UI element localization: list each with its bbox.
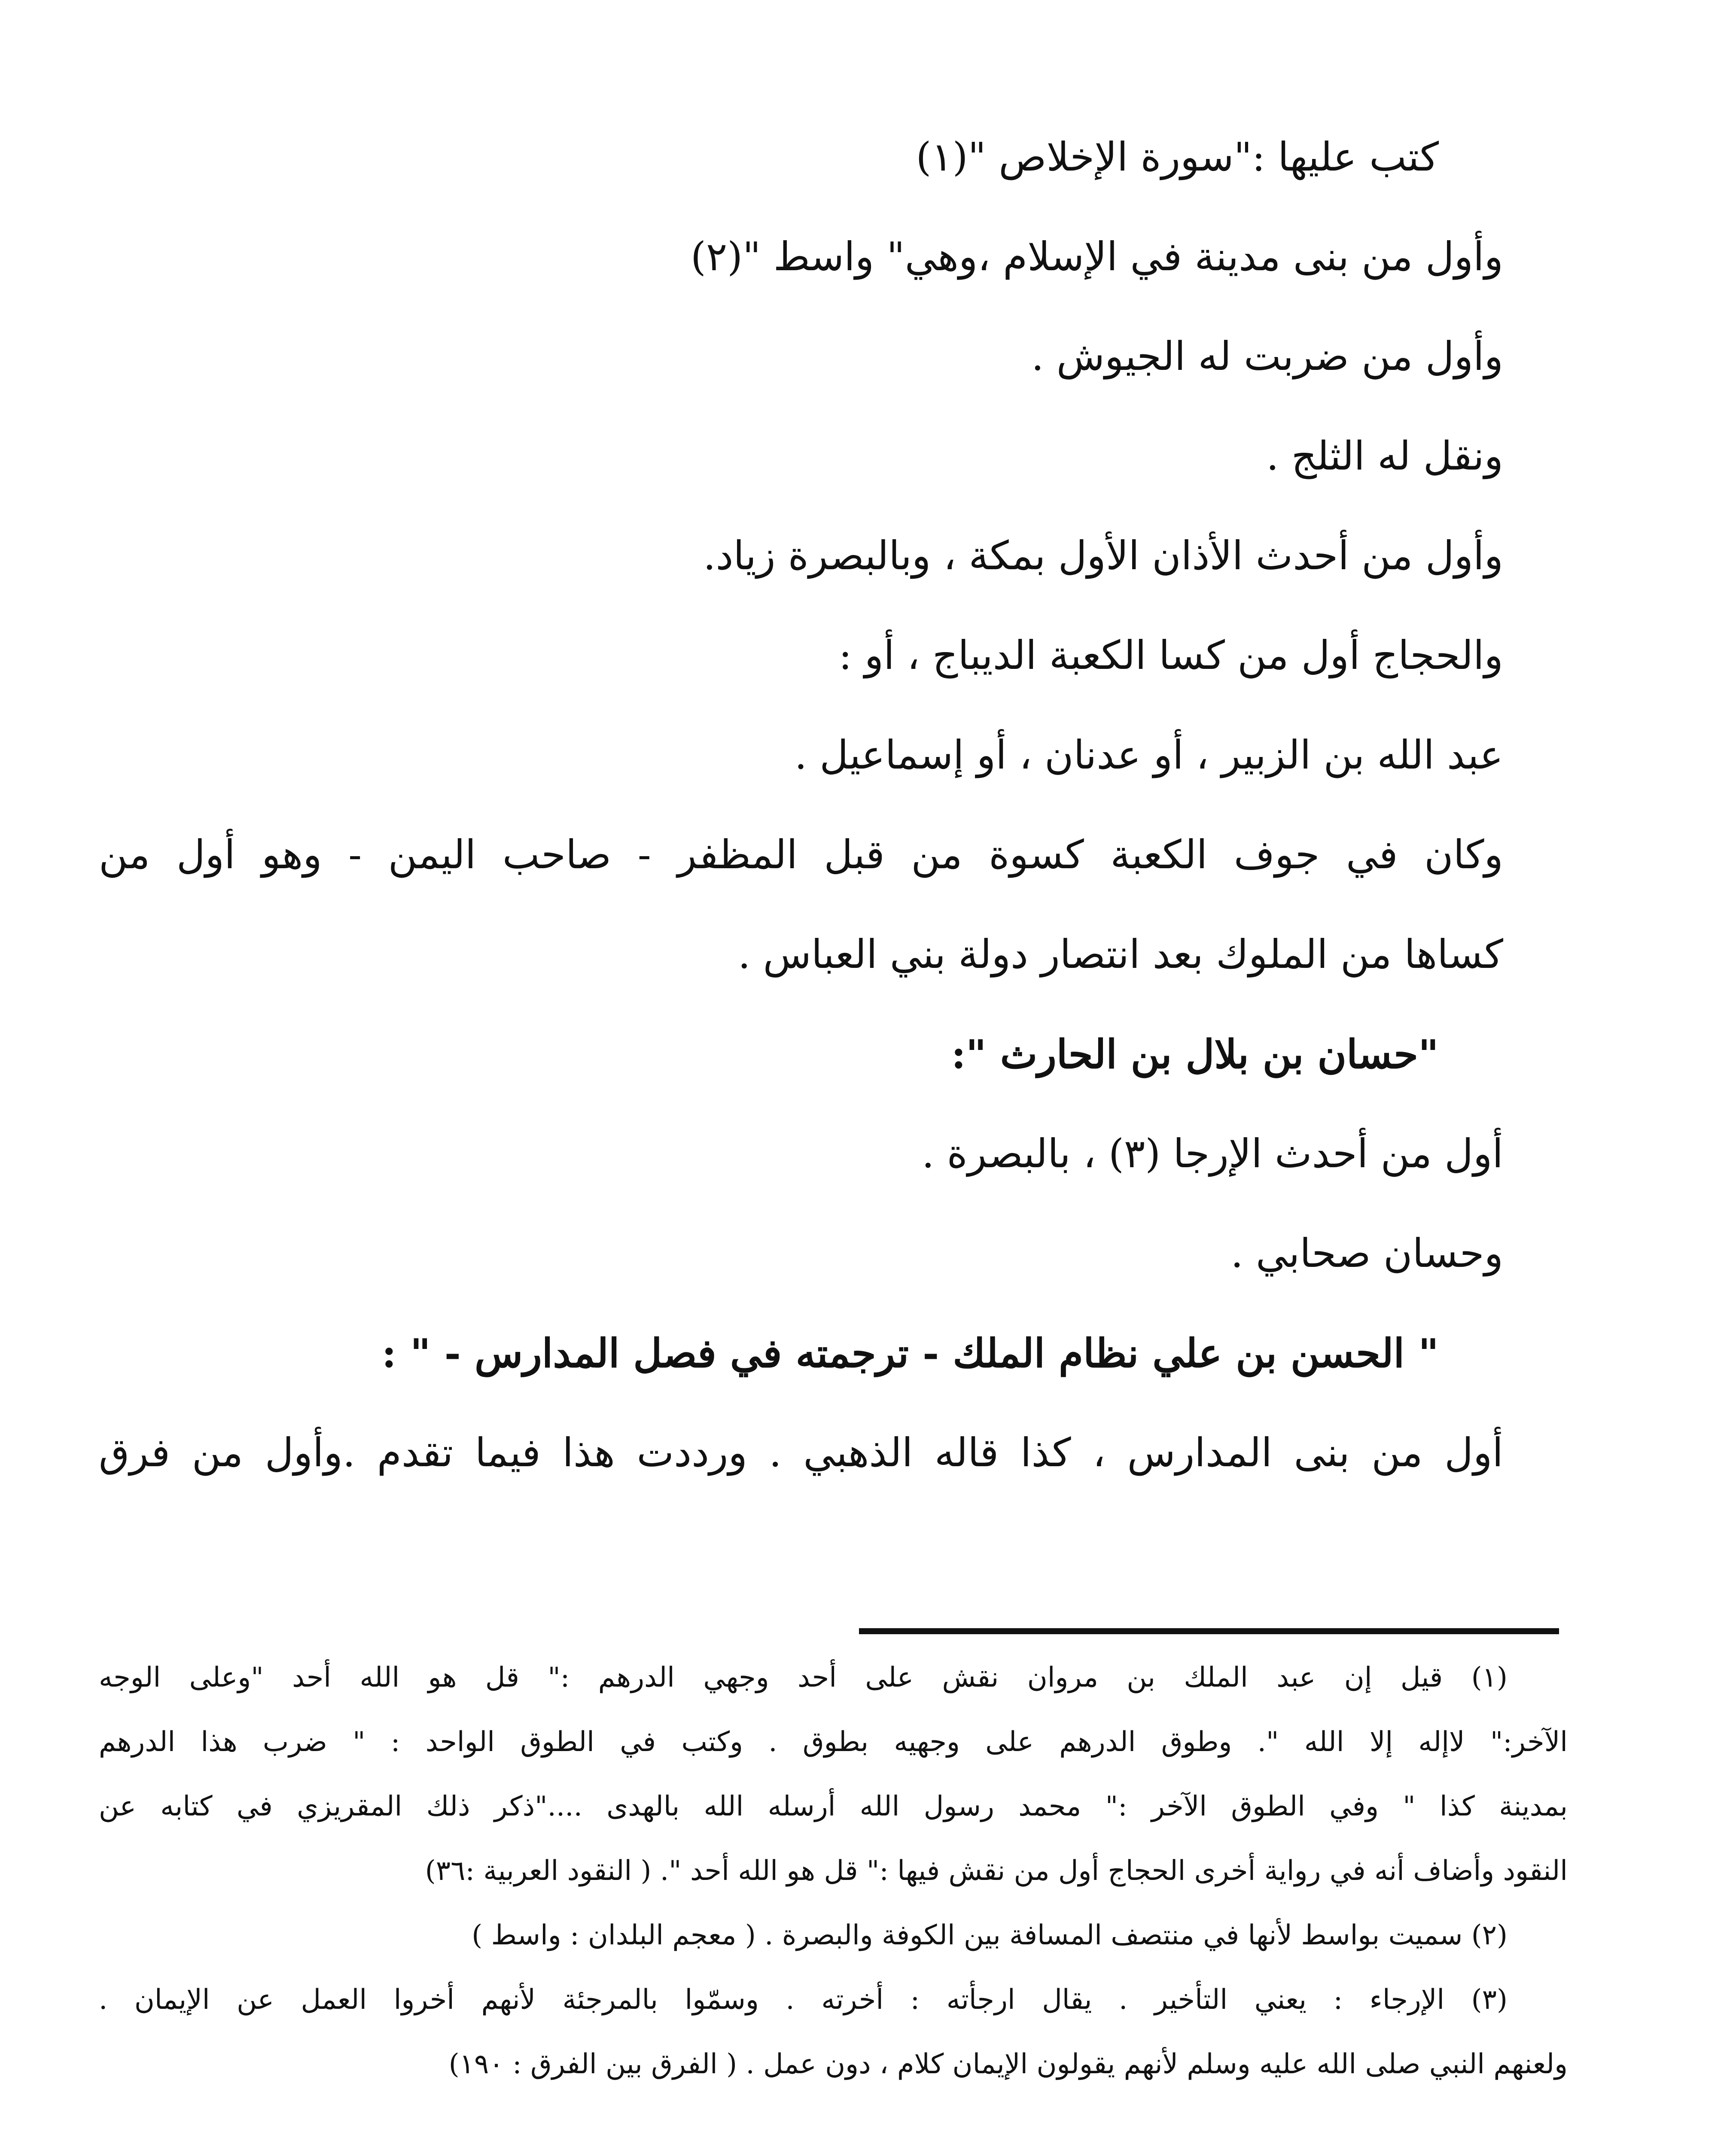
text-line: وأول من بنى مدينة في الإسلام ،وهي" واسط "(٢) [690,234,1503,280]
footnote-line: (٢) سميت بواسط لأنها في منتصف المسافة بين الكوفة والبصرة . ( معجم البلدان : واسط ) [472,1919,1508,1951]
footnote-line: ولعنهم النبي صلى الله عليه وسلم لأنهم يقولون الإيمان كلام ، دون عمل . ( الفرق بين الفرق : ١٩٠) [448,2048,1568,2080]
footnote-line: (٣) الإرجاء : يعني التأخير . يقال ارجأته : أخرته . وسمّوا بالمرجئة لأنهم أخروا العمل عن الإيمان . [99,1984,1508,2016]
text-line: عبد الله بن الزبير ، أو عدنان ، أو إسماعيل . [794,732,1503,778]
text-line: وكان في جوف الكعبة كسوة من قبل المظفر - صاحب اليمن - وهو أول من [99,832,1503,878]
footnote-line: (١) قيل إن عبد الملك بن مروان نقش على أحد وجهي الدرهم :" قل هو الله أحد "وعلى الوجه [99,1662,1508,1693]
text-line: وحسان صحابي . [1230,1230,1503,1276]
footnote-line: النقود وأضاف أنه في رواية أخرى الحجاج أول من نقش فيها :" قل هو الله أحد ". ( النقود العربية :٣٦) [425,1855,1568,1887]
text-line: وأول من ضربت له الجيوش . [1031,333,1503,379]
footnote-line: بمدينة كذا " وفي الطوق الآخر :" محمد رسول الله أرسله الله بالهدى ...."ذكر ذلك المقريزي في كتابه عن [99,1791,1568,1822]
text-line: ونقل له الثلج . [1266,433,1503,479]
footnote-divider [859,1628,1559,1634]
text-line: كساها من الملوك بعد انتصار دولة بني العباس . [738,931,1503,977]
text-line: كتب عليها :"سورة الإخلاص "(١) [916,134,1439,180]
text-line: والحجاج أول من كسا الكعبة الديباج ، أو : [838,632,1503,678]
footnotes [99,1645,1568,2096]
text-line: وأول من أحدث الأذان الأول بمكة ، وبالبصرة زياد. [703,533,1503,579]
main-text [99,107,1503,1503]
text-line: "حسان بن بلال بن الحارث ": [951,1031,1439,1077]
text-line: أول من أحدث الإرجا (٣) ، بالبصرة . [922,1131,1503,1177]
footnote-line: الآخر:" لاإله إلا الله ". وطوق الدرهم على وجهيه بطوق . وكتب في الطوق الواحد : " ضرب هذا الدرهم [99,1726,1568,1758]
text-line: " الحسن بن علي نظام الملك - ترجمته في فصل المدارس - " : [381,1330,1439,1376]
text-line: أول من بنى المدارس ، كذا قاله الذهبي . ورددت هذا فيما تقدم .وأول من فرق [99,1430,1503,1476]
